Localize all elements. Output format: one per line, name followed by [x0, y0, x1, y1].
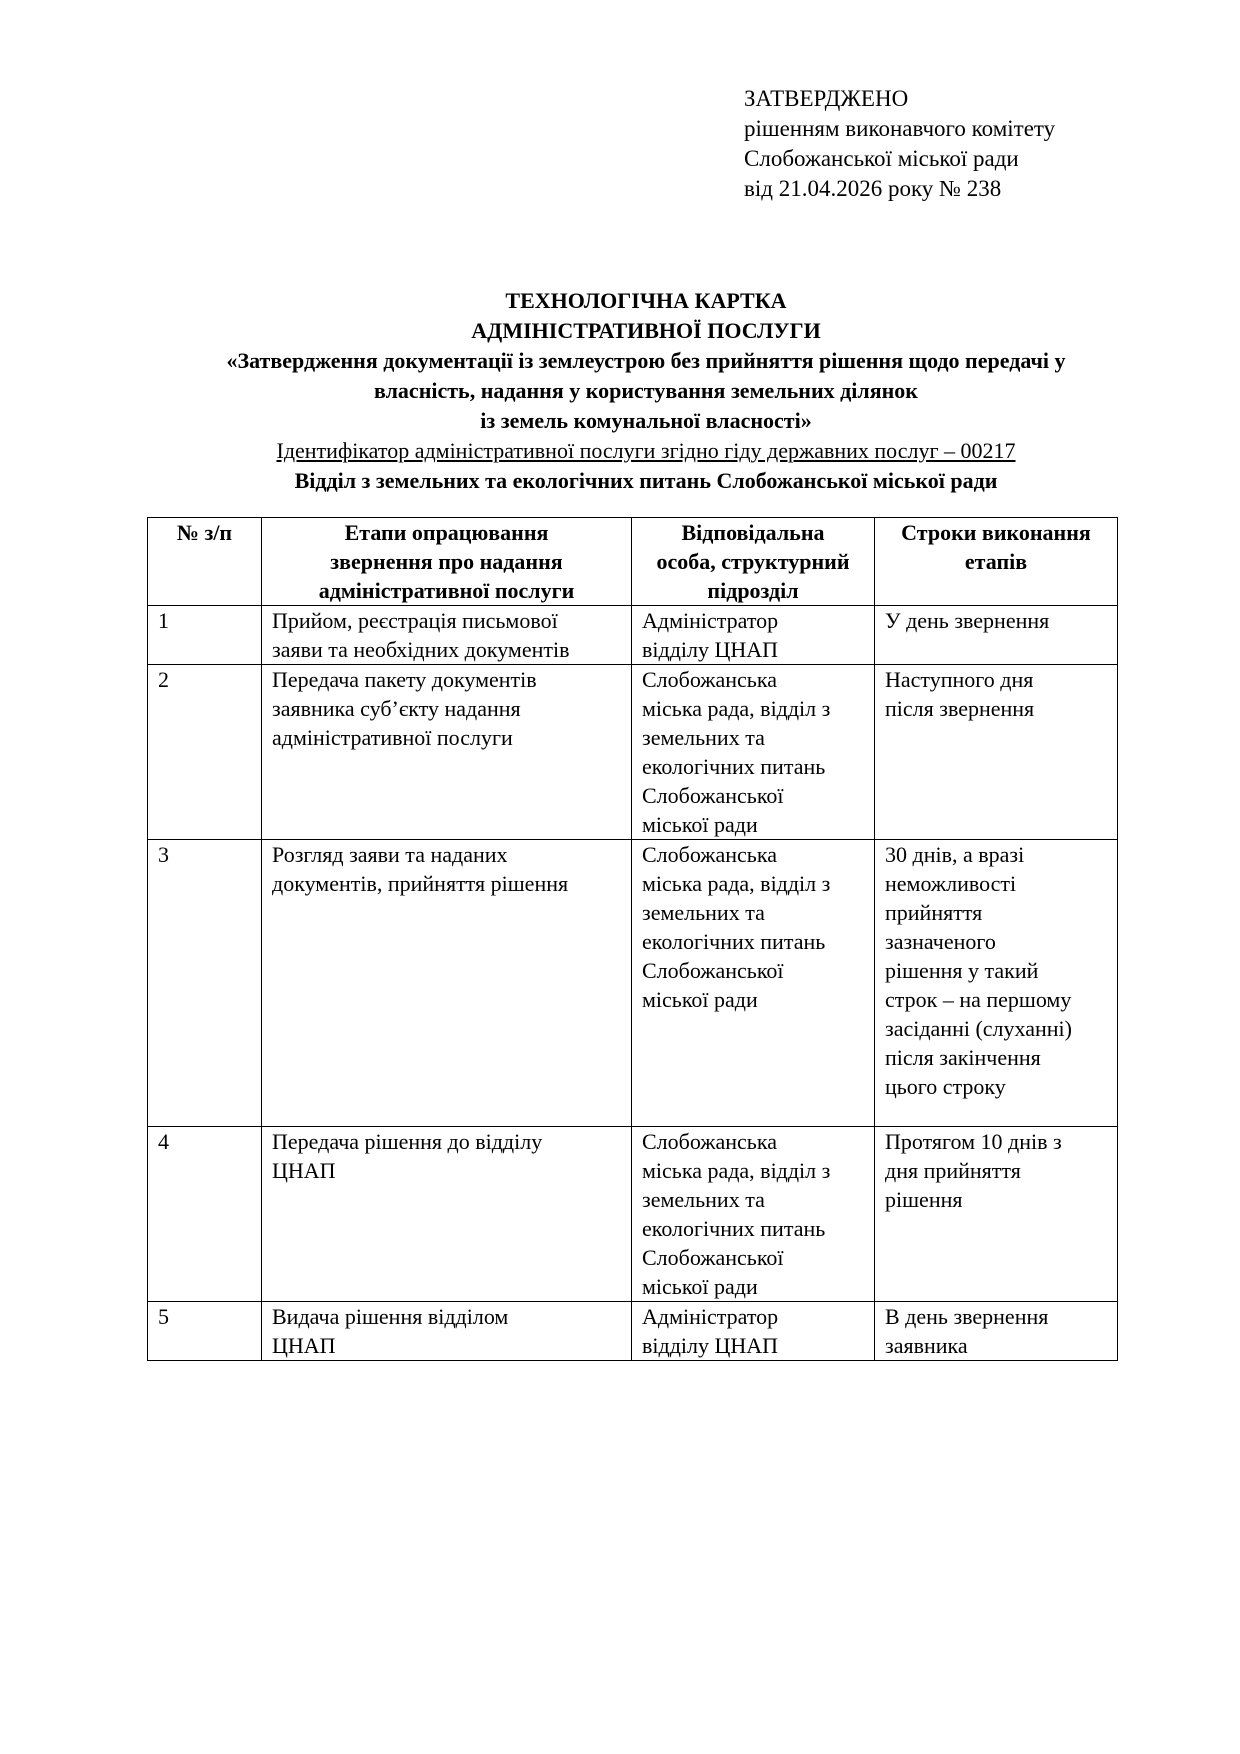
- row-number: 5: [148, 1302, 262, 1361]
- header-number: № з/п: [148, 518, 262, 606]
- technology-card-table: [147, 517, 1118, 1361]
- document-heading: [150, 286, 1142, 496]
- header-stages: Етапи опрацювання звернення про надання адміністративної послуги: [262, 518, 632, 606]
- approval-block: [744, 84, 1055, 204]
- row-stage: Розгляд заяви та наданих документів, прийняття рішення: [262, 840, 632, 1127]
- row-number: 3: [148, 840, 262, 1127]
- service-name-line-1: «Затвердження документації із землеустрою без прийняття рішення щодо передачі у: [226, 348, 1066, 373]
- row-responsible: Слобожанська міська рада, відділ з земельних та екологічних питань Слобожанської міської ради: [632, 1127, 875, 1302]
- row-number: 1: [148, 606, 262, 665]
- row-responsible: Адміністратор відділу ЦНАП: [632, 606, 875, 665]
- row-responsible: Слобожанська міська рада, відділ з земельних та екологічних питань Слобожанської міської ради: [632, 665, 875, 840]
- table-row: [148, 1302, 1118, 1361]
- row-number: 2: [148, 665, 262, 840]
- header-responsible: Відповідальна особа, структурний підрозділ: [632, 518, 875, 606]
- row-term: 30 днів, а вразі неможливості прийняття зазначеного рішення у такий строк – на першому засіданні (слуханні) після закінчення цього строку: [875, 840, 1118, 1127]
- approval-decision: рішенням виконавчого комітету: [744, 116, 1056, 141]
- approval-date: від 21.04.2026 року № 238: [744, 176, 1002, 201]
- heading-title-2: АДМІНІСТРАТИВНОЇ ПОСЛУГИ: [471, 318, 821, 343]
- heading-title-1: ТЕХНОЛОГІЧНА КАРТКА: [505, 288, 787, 313]
- table-header-row: [148, 518, 1118, 606]
- row-stage: Передача рішення до відділу ЦНАП: [262, 1127, 632, 1302]
- service-identifier: Ідентифікатор адміністративної послуги згідно гіду державних послуг – 00217: [276, 438, 1016, 463]
- row-stage: Прийом, реєстрація письмової заяви та необхідних документів: [262, 606, 632, 665]
- department-name: Відділ з земельних та екологічних питань Слобожанської міської ради: [294, 468, 998, 493]
- header-terms: Строки виконання етапів: [875, 518, 1118, 606]
- row-number: 4: [148, 1127, 262, 1302]
- row-stage: Видача рішення відділом ЦНАП: [262, 1302, 632, 1361]
- row-responsible: Адміністратор відділу ЦНАП: [632, 1302, 875, 1361]
- table-row: [148, 606, 1118, 665]
- row-term: У день звернення: [875, 606, 1118, 665]
- approval-council: Слобожанської міської ради: [744, 146, 1019, 171]
- row-term: В день звернення заявника: [875, 1302, 1118, 1361]
- row-responsible: Слобожанська міська рада, відділ з земельних та екологічних питань Слобожанської міської ради: [632, 840, 875, 1127]
- row-stage: Передача пакету документів заявника суб’єкту надання адміністративної послуги: [262, 665, 632, 840]
- approval-title: ЗАТВЕРДЖЕНО: [744, 86, 909, 111]
- service-name-line-3: із земель комунальної власності»: [480, 408, 812, 433]
- row-term: Протягом 10 днів з дня прийняття рішення: [875, 1127, 1118, 1302]
- table-row: [148, 1127, 1118, 1302]
- table-row: [148, 665, 1118, 840]
- row-term: Наступного дня після звернення: [875, 665, 1118, 840]
- table-row: [148, 840, 1118, 1127]
- service-name-line-2: власність, надання у користування земельних ділянок: [374, 378, 918, 403]
